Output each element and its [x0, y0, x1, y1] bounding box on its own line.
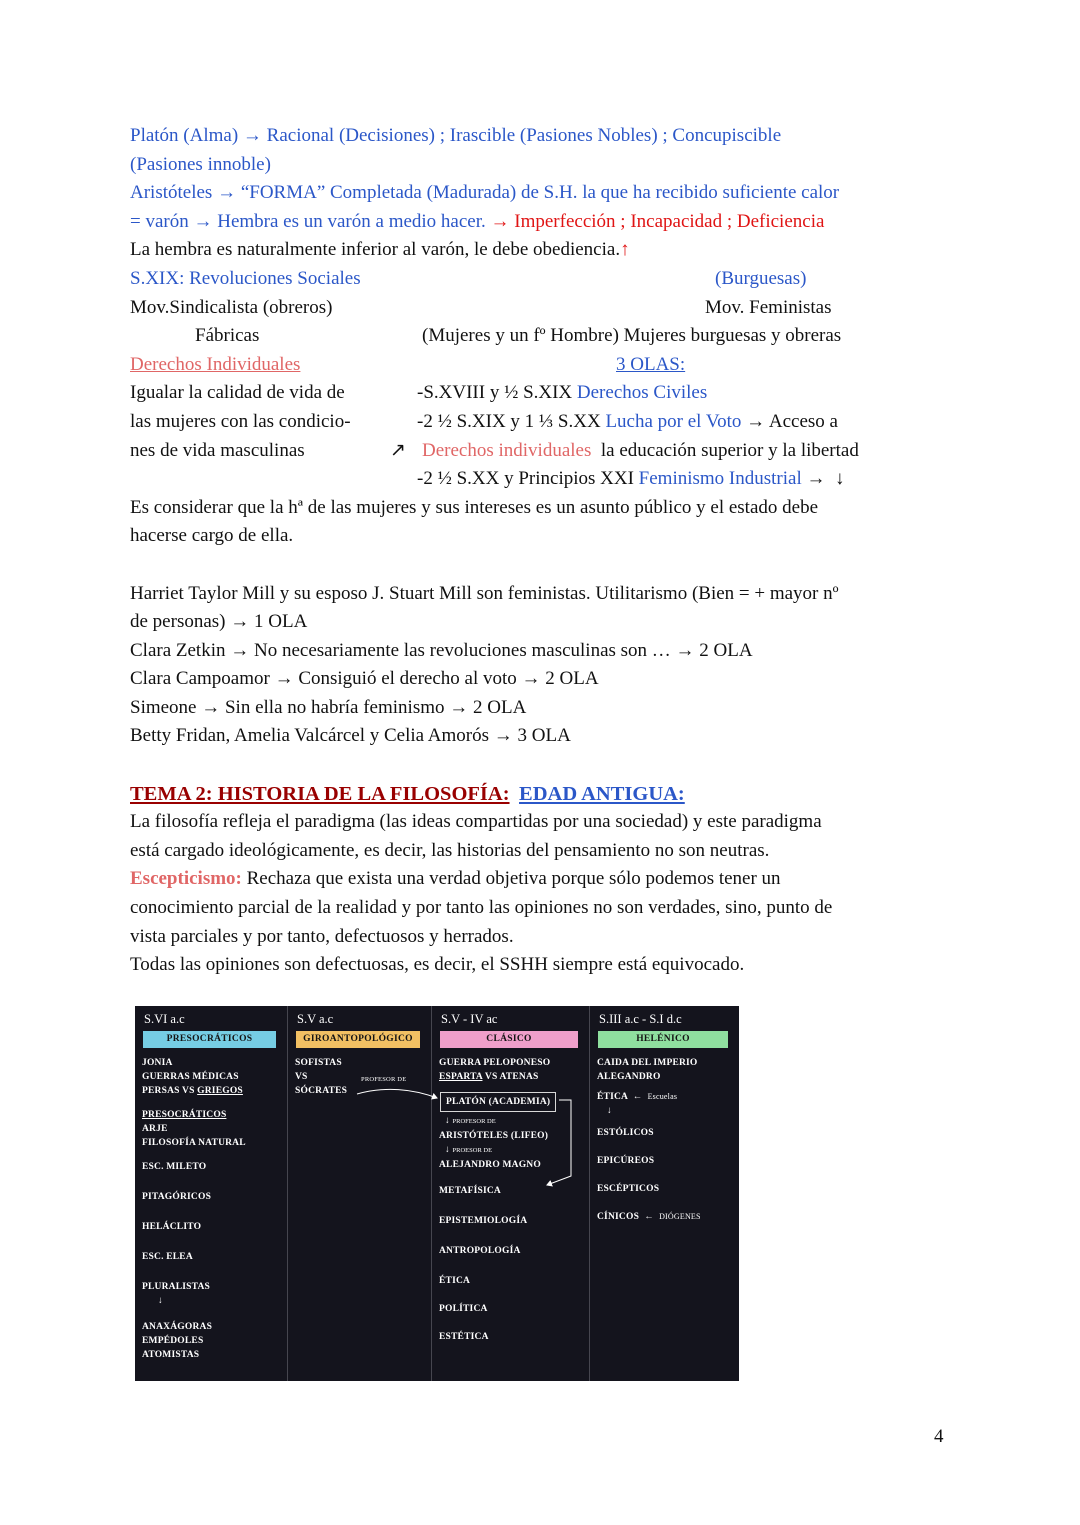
table-item	[142, 1108, 285, 1122]
table-text-segment: PLATÓN (ACADEMIA)	[446, 1097, 551, 1107]
timeline-column-2	[287, 1006, 431, 1381]
text-line	[130, 837, 970, 866]
text-line	[130, 722, 970, 751]
line-part	[130, 125, 781, 146]
table-text-segment: ↓	[445, 1116, 453, 1126]
column-era-banner: PRESOCRÁTICOS	[143, 1031, 276, 1048]
text-line	[130, 894, 970, 923]
column-period: S.V - IV ac	[441, 1012, 498, 1026]
text-line	[130, 408, 970, 437]
text-segment: (Pasiones innoble)	[130, 153, 271, 175]
table-text-segment: ↓	[445, 1145, 453, 1155]
text-segment: = varón → Hembra es un varón a medio hacer.	[130, 210, 491, 232]
text-line	[130, 580, 970, 609]
document-content	[130, 122, 970, 980]
table-text-segment: Escuelas	[647, 1092, 678, 1101]
text-segment: Clara Zetkin → No necesariamente las revoluciones masculinas son … → 2 OLA	[130, 639, 753, 661]
table-text-segment: EPISTEMIOLOGÍA	[439, 1216, 528, 1226]
table-item	[597, 1182, 737, 1196]
text-segment: conocimiento parcial de la realidad y por tanto las opiniones no son verdades, sino, punto de	[130, 897, 833, 919]
line-part	[130, 640, 753, 661]
line-part	[130, 954, 744, 975]
text-segment: Aristóteles → “FORMA” Completada (Madurada) de S.H. la que ha recibido suficiente calor	[130, 182, 840, 204]
table-item	[142, 1190, 285, 1204]
table-text-segment: PERSAS VS	[142, 1086, 198, 1096]
column-era-banner: CLÁSICO	[440, 1031, 578, 1048]
text-segment: está cargado ideológicamente, es decir, las historias del pensamiento no son neutras.	[130, 839, 770, 861]
text-segment: -S.XVIII y ½ S.XIX	[417, 382, 577, 404]
line-part	[130, 297, 332, 318]
table-text-segment: ATOMISTAS	[142, 1350, 200, 1360]
text-segment: nes de vida masculinas	[130, 439, 305, 461]
table-text-segment: PROESOR DE	[452, 1147, 493, 1154]
table-text-segment: PRESOCRÁTICOS	[142, 1110, 227, 1120]
table-text-segment: CAIDA DEL IMPERIO	[597, 1058, 698, 1068]
text-segment: Betty Fridan, Amelia Valcárcel y Celia Amorós → 3 OLA	[130, 725, 571, 747]
table-item	[439, 1143, 587, 1158]
table-text-segment: METAFÍSICA	[439, 1186, 501, 1196]
table-item	[142, 1160, 285, 1174]
text-segment: de personas) → 1 OLA	[130, 611, 308, 633]
text-line	[130, 294, 970, 323]
table-item	[142, 1220, 285, 1234]
text-segment: TEMA 2: HISTORIA DE LA FILOSOFÍA:	[130, 782, 510, 805]
line-part	[417, 465, 845, 494]
table-text-segment: VS ATENAS	[482, 1072, 539, 1082]
table-text-segment: ANAXÁGORAS	[142, 1322, 213, 1332]
table-text-segment: ESPARTA	[439, 1072, 483, 1082]
text-line	[130, 351, 970, 380]
line-part	[130, 611, 307, 632]
table-item	[439, 1129, 587, 1143]
column-items	[597, 1056, 737, 1224]
table-text-segment: ANTROPOLOGÍA	[439, 1246, 521, 1256]
philosophy-timeline-table	[135, 1006, 739, 1381]
column-items	[439, 1056, 587, 1344]
text-segment: S.XIX: Revoluciones Sociales	[130, 267, 361, 289]
table-text-segment: ESTÓLICOS	[597, 1128, 654, 1138]
table-text-segment: SÓCRATES	[295, 1086, 348, 1096]
table-item	[597, 1056, 737, 1070]
text-segment: Igualar la calidad de vida de	[130, 382, 345, 404]
text-segment: Lucha por el Voto	[605, 410, 742, 432]
line-part	[130, 525, 293, 546]
table-text-segment: VS	[295, 1072, 308, 1082]
table-text-segment: ÉTICA	[597, 1092, 628, 1102]
line-part	[130, 868, 781, 889]
table-item	[142, 1250, 285, 1264]
line-part	[130, 354, 300, 375]
text-segment: ↑	[620, 239, 630, 261]
text-line	[130, 694, 970, 723]
text-segment: Rechaza que exista una verdad objetiva porque sólo podemos tener un	[241, 868, 781, 890]
text-segment: Platón (Alma) → Racional (Decisiones) ; Irascible (Pasiones Nobles) ; Concupiscible	[130, 125, 782, 146]
text-line	[130, 608, 970, 637]
line-part	[422, 437, 859, 466]
table-text-segment: ↓	[158, 1296, 163, 1306]
table-text-segment: ALEJANDRO MAGNO	[439, 1160, 541, 1170]
column-period: S.VI a.c	[144, 1012, 185, 1026]
table-text-segment: PITAGÓRICOS	[142, 1192, 212, 1202]
text-segment: Todas las opiniones son defectuosas, es decir, el SSHH siempre está equivocado.	[130, 954, 745, 976]
table-item	[142, 1280, 285, 1294]
table-text-segment: EMPÉDOLES	[142, 1336, 204, 1346]
line-part	[130, 440, 305, 461]
table-item	[142, 1348, 285, 1362]
line-part	[130, 497, 818, 518]
line-part	[715, 265, 806, 294]
text-segment: Escepticismo:	[130, 868, 242, 890]
table-item	[142, 1334, 285, 1348]
text-line	[130, 437, 970, 466]
table-text-segment: PROFESOR DE	[452, 1118, 496, 1125]
line-part	[130, 926, 514, 947]
text-line	[130, 265, 970, 294]
table-item	[439, 1070, 587, 1084]
table-text-segment: ESCÉPTICOS	[597, 1184, 660, 1194]
table-text-segment: PLURALISTAS	[142, 1282, 211, 1292]
text-segment: la educación superior y la libertad	[591, 439, 859, 461]
line-part	[390, 437, 406, 466]
line-part	[130, 382, 345, 403]
text-segment: Es considerar que la hª de las mujeres y sus intereses es un asunto público y el estado debe	[130, 496, 818, 518]
table-item	[295, 1084, 429, 1098]
text-segment: hacerse cargo de ella.	[130, 525, 294, 547]
text-line	[130, 322, 970, 351]
line-part	[422, 322, 841, 351]
column-period: S.III a.c - S.I d.c	[599, 1012, 682, 1026]
table-text-segment: ←	[639, 1212, 660, 1222]
table-item	[142, 1136, 285, 1150]
table-text-segment: JONIA	[142, 1058, 173, 1068]
line-part	[130, 668, 599, 689]
table-text-segment: ESTÉTICA	[439, 1332, 489, 1342]
table-text-segment: EPICÚREOS	[597, 1156, 655, 1166]
text-segment: Clara Campoamor → Consiguió el derecho al voto → 2 OLA	[130, 668, 599, 690]
table-item	[597, 1070, 737, 1084]
table-item	[142, 1084, 285, 1098]
text-segment: Derechos Civiles	[576, 382, 708, 404]
table-text-segment: SOFISTAS	[295, 1058, 342, 1068]
text-line	[130, 522, 970, 551]
table-text-segment: GUERRAS MÉDICAS	[142, 1072, 239, 1082]
line-part	[130, 239, 630, 260]
text-segment: → ↓	[801, 468, 845, 490]
timeline-column-3	[431, 1006, 589, 1381]
text-line	[130, 951, 970, 980]
text-segment: EDAD ANTIGUA:	[519, 782, 685, 805]
table-item	[597, 1126, 737, 1140]
text-line	[130, 208, 970, 237]
table-item	[142, 1294, 285, 1308]
blank-line	[130, 751, 970, 780]
text-segment: Simeone → Sin ella no habría feminismo → 2 OLA	[130, 696, 527, 718]
table-item	[439, 1330, 587, 1344]
table-item	[440, 1092, 556, 1112]
text-segment: La hembra es naturalmente inferior al varón, le debe obediencia.	[130, 239, 621, 261]
table-item	[142, 1320, 285, 1334]
line-part	[130, 840, 769, 861]
table-item	[597, 1154, 737, 1168]
line-part	[616, 351, 685, 380]
table-text-segment: ARISTÓTELES (LIFEO)	[439, 1131, 549, 1141]
text-line	[130, 494, 970, 523]
text-segment: Mov.Sindicalista (obreros)	[130, 296, 333, 318]
line-part	[130, 811, 822, 832]
table-item	[142, 1056, 285, 1070]
table-item	[439, 1274, 587, 1288]
text-segment: Harriet Taylor Mill y su esposo J. Stuart Mill son feministas. Utilitarismo (Bien = + mayor nº	[130, 582, 839, 604]
text-line	[130, 122, 970, 151]
line-part	[130, 182, 839, 203]
table-text-segment: FILOSOFÍA NATURAL	[142, 1138, 246, 1148]
text-segment: vista parciales y por tanto, defectuosos y herrados.	[130, 925, 514, 947]
text-line	[130, 637, 970, 666]
table-item	[439, 1114, 587, 1129]
timeline-column-4	[589, 1006, 739, 1381]
table-text-segment: ESC. MILETO	[142, 1162, 207, 1172]
text-segment: La filosofía refleja el paradigma (las ideas compartidas por una sociedad) y este paradigma	[130, 811, 822, 833]
text-segment: → Imperfección ; Incapacidad ; Deficiencia	[490, 210, 825, 232]
line-part	[417, 408, 838, 437]
line-part	[705, 294, 832, 323]
table-text-segment: ←	[627, 1092, 648, 1102]
table-item	[439, 1244, 587, 1258]
text-segment: Feminismo Industrial	[638, 468, 802, 490]
blank-line	[130, 551, 970, 580]
line-part	[130, 784, 685, 805]
column-items	[142, 1056, 285, 1362]
text-segment: -2 ½ S.XX y Principios XXI	[417, 468, 639, 490]
text-segment: 3 OLAS:	[616, 353, 686, 375]
line-part	[130, 211, 824, 232]
text-segment: → Acceso a	[741, 410, 838, 432]
text-segment: (Burguesas)	[715, 267, 807, 289]
timeline-column-1	[135, 1006, 287, 1381]
text-line	[130, 236, 970, 265]
text-line	[130, 780, 970, 809]
document-lines	[130, 122, 970, 980]
line-part	[130, 697, 526, 718]
line-part	[130, 154, 271, 175]
table-text-segment: ARJE	[142, 1124, 168, 1134]
text-segment	[510, 784, 520, 805]
line-part	[195, 322, 259, 351]
table-item	[142, 1122, 285, 1136]
text-line	[130, 923, 970, 952]
table-text-segment: DIÓGENES	[659, 1212, 701, 1221]
table-item	[597, 1210, 737, 1224]
text-segment: Derechos Individuales	[130, 353, 301, 375]
table-text-segment: ESC. ELEA	[142, 1252, 193, 1262]
text-segment: Mov. Feministas	[705, 296, 832, 318]
table-item	[439, 1056, 587, 1070]
table-text-segment: ÉTICA	[439, 1276, 471, 1286]
text-line	[130, 665, 970, 694]
line-part	[130, 725, 571, 746]
text-segment: ↗	[390, 439, 406, 461]
text-segment: las mujeres con las condicio-	[130, 410, 351, 432]
table-text-segment: CÍNICOS	[597, 1212, 640, 1222]
table-text-segment: HELÁCLITO	[142, 1222, 202, 1232]
text-segment: Fábricas	[195, 325, 260, 347]
text-line	[130, 808, 970, 837]
column-period: S.V a.c	[297, 1012, 334, 1026]
text-line	[130, 379, 970, 408]
text-line	[130, 151, 970, 180]
page-number: 4	[934, 1426, 944, 1447]
text-line	[130, 865, 970, 894]
table-text-segment: POLÍTICA	[439, 1304, 488, 1314]
table-text-segment: ALEGANDRO	[597, 1072, 661, 1082]
text-segment: (Mujeres y un fº Hombre) Mujeres burguesas y obreras	[422, 325, 842, 347]
line-part	[130, 583, 839, 604]
text-line	[130, 465, 970, 494]
line-part	[417, 379, 707, 408]
table-item	[439, 1302, 587, 1316]
line-part	[130, 897, 832, 918]
table-item	[439, 1158, 587, 1172]
table-text-segment: ↓	[607, 1106, 612, 1116]
line-part	[130, 411, 351, 432]
text-line	[130, 179, 970, 208]
table-text-segment: GRIEGOS	[197, 1086, 243, 1096]
table-item	[439, 1184, 587, 1198]
line-part	[130, 268, 361, 289]
table-item	[597, 1104, 737, 1118]
table-item	[439, 1214, 587, 1228]
column-era-banner: GIROANTOPOLÓGICO	[296, 1031, 420, 1048]
table-item	[597, 1090, 737, 1104]
table-text-segment: GUERRA PELOPONESO	[439, 1058, 551, 1068]
table-item	[142, 1070, 285, 1084]
text-segment: Derechos individuales	[422, 439, 592, 461]
profesor-de-label: PROFESOR DE	[361, 1076, 407, 1083]
column-era-banner: HELÉNICO	[598, 1031, 728, 1048]
text-segment: -2 ½ S.XIX y 1 ⅓ S.XX	[417, 410, 606, 432]
table-item	[295, 1056, 429, 1070]
